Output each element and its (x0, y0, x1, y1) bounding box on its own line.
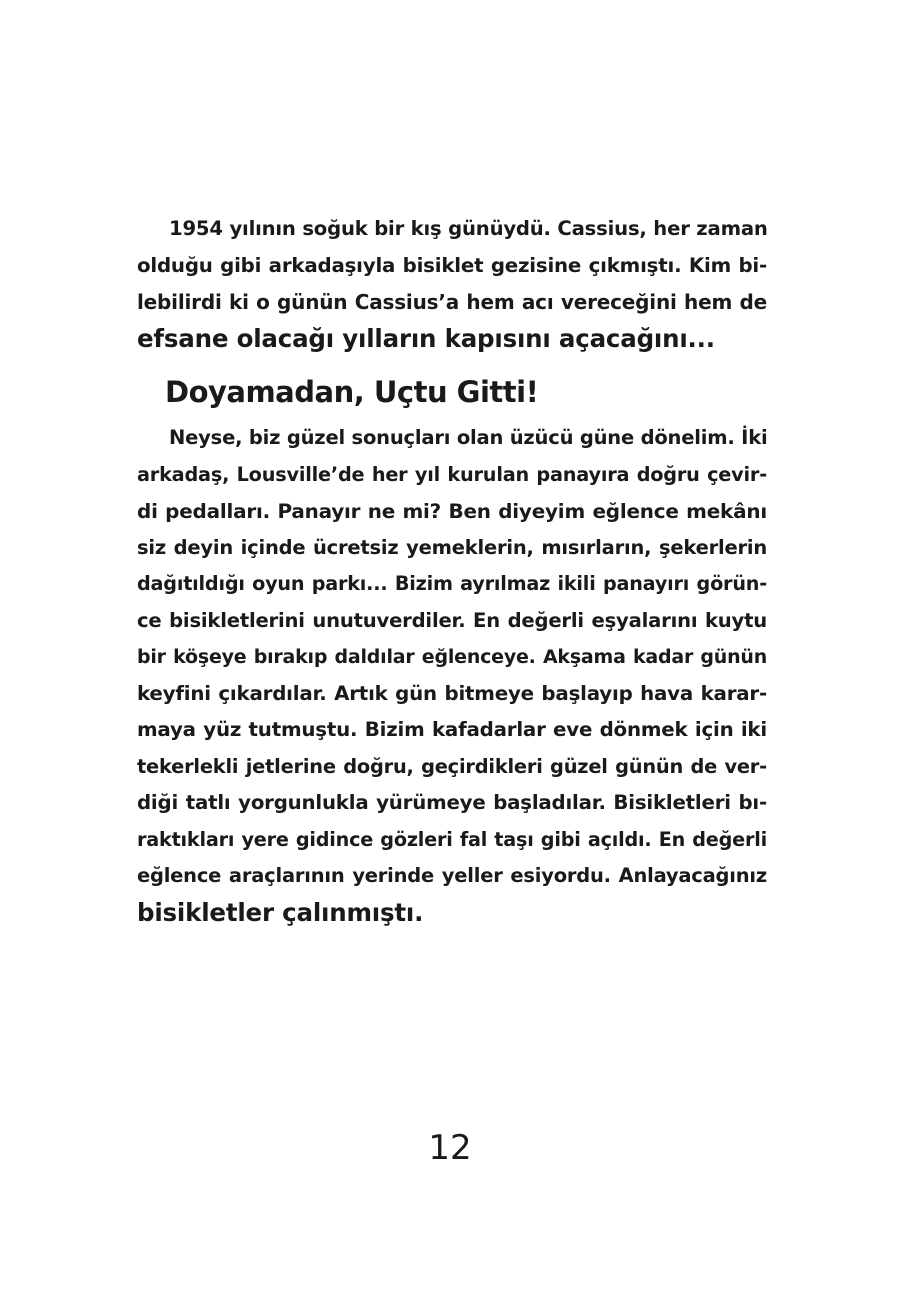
intro-line: olduğu gibi arkadaşıyla bisiklet gezisine çıkmıştı. Kim bi- (137, 253, 767, 277)
body-line: maya yüz tutmuştu. Bizim kafadarlar eve dönmek için iki (137, 718, 767, 741)
body-line: dağıtıldığı oyun parkı... Bizim ayrılmaz ikili panayırı görün- (137, 572, 767, 595)
intro-line: lebilirdi ki o günün Cassius’a hem acı vereceğini hem de (137, 290, 767, 314)
body-paragraph (137, 420, 767, 931)
page-number: 12 (428, 1128, 472, 1168)
body-line: tekerlekli jetlerine doğru, geçirdikleri güzel günün de ver- (137, 754, 767, 778)
section-heading: Doyamadan, Uçtu Gitti! (165, 375, 539, 409)
body-line: siz deyin içinde ücretsiz yemeklerin, mısırların, şekerlerin (137, 535, 767, 559)
body-line: eğlence araçlarının yerinde yeller esiyordu. Anlayacağınız (137, 864, 767, 887)
intro-line: 1954 yılının soğuk bir kış günüydü. Cassius, her zaman (169, 217, 768, 240)
body-line: bisikletler çalınmıştı. (137, 897, 424, 927)
body-line: arkadaş, Lousville’de her yıl kurulan panayıra doğru çevir- (137, 462, 767, 486)
intro-line: efsane olacağı yılların kapısını açacağını... (137, 323, 715, 353)
body-line: keyfini çıkardılar. Artık gün bitmeye başlayıp hava karar- (137, 681, 767, 705)
body-line: bir köşeye bırakıp daldılar eğlenceye. Akşama kadar günün (137, 646, 767, 668)
body-line: raktıkları yere gidince gözleri fal taşı gibi açıldı. En değerli (137, 827, 767, 851)
body-line: diği tatlı yorgunlukla yürümeye başladılar. Bisikletleri bı- (137, 791, 767, 814)
intro-paragraph (137, 211, 767, 357)
body-line: Neyse, biz güzel sonuçları olan üzücü güne dönelim. İki (169, 426, 768, 449)
body-line: ce bisikletlerini unutuverdiler. En değerli eşyalarını kuytu (137, 608, 767, 632)
body-line: di pedalları. Panayır ne mi? Ben diyeyim eğlence mekânı (137, 499, 767, 523)
